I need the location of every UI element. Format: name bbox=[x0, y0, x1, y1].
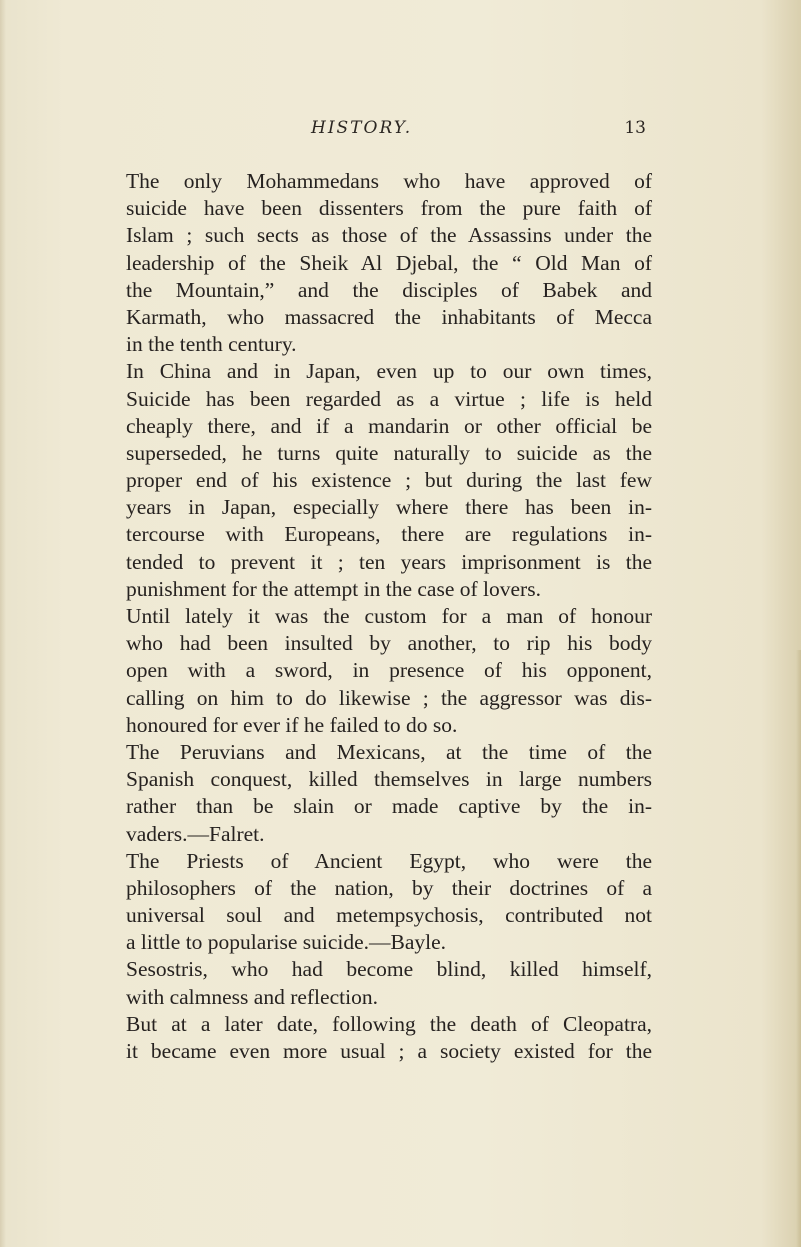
text-line: philosophers of the nation, by their doctrines of a bbox=[126, 875, 652, 900]
text-line: punishment for the attempt in the case of lovers. bbox=[126, 576, 541, 601]
text-line: the Mountain,” and the disciples of Babek and bbox=[126, 277, 652, 302]
text-line: with calmness and reflection. bbox=[126, 984, 378, 1009]
text-line: superseded, he turns quite naturally to suicide as the bbox=[126, 440, 652, 465]
text-line: who had been insulted by another, to rip his body bbox=[126, 631, 652, 656]
running-head-title: HISTORY. bbox=[311, 118, 413, 138]
body-text bbox=[126, 168, 652, 1065]
text-line: universal soul and metempsychosis, contributed not bbox=[126, 903, 652, 928]
text-line: rather than be slain or made captive by the in- bbox=[126, 794, 652, 819]
text-line: tercourse with Europeans, there are regulations in- bbox=[126, 522, 652, 547]
text-line: Sesostris, who had become blind, killed himself, bbox=[126, 957, 652, 982]
text-line: a little to popularise suicide.—Bayle. bbox=[126, 930, 447, 955]
text-line: The Peruvians and Mexicans, at the time of the bbox=[126, 739, 652, 764]
text-line: open with a sword, in presence of his opponent, bbox=[126, 658, 652, 683]
text-line: The Priests of Ancient Egypt, who were the bbox=[126, 848, 652, 873]
text-line: years in Japan, especially where there has been in- bbox=[126, 495, 652, 520]
text-line: cheaply there, and if a mandarin or other official be bbox=[126, 413, 652, 438]
page-number: 13 bbox=[624, 118, 646, 138]
text-line: But at a later date, following the death of Cleopatra, bbox=[126, 1011, 652, 1036]
text-line: in the tenth century. bbox=[126, 332, 297, 357]
page-edge bbox=[796, 650, 801, 1247]
text-line: In China and in Japan, even up to our own times, bbox=[126, 359, 652, 384]
text-line: suicide have been dissenters from the pure faith of bbox=[126, 196, 652, 221]
text-line: it became even more usual ; a society existed for the bbox=[126, 1039, 652, 1063]
text-line: Suicide has been regarded as a virtue ; life is held bbox=[126, 386, 652, 411]
text-line: tended to prevent it ; ten years imprisonment is the bbox=[126, 549, 652, 574]
text-line: Islam ; such sects as those of the Assassins under the bbox=[126, 223, 652, 248]
text-line: honoured for ever if he failed to do so. bbox=[126, 712, 458, 737]
text-line: The only Mohammedans who have approved of bbox=[126, 169, 652, 193]
page-gutter-shadow bbox=[0, 0, 6, 1247]
text-line: Spanish conquest, killed themselves in large numbers bbox=[126, 767, 652, 792]
running-head bbox=[126, 118, 646, 146]
text-line: leadership of the Sheik Al Djebal, the “ Old Man of bbox=[126, 250, 652, 275]
text-line: proper end of his existence ; but during the last few bbox=[126, 468, 652, 493]
text-line: Until lately it was the custom for a man of honour bbox=[126, 604, 652, 628]
text-line: Karmath, who massacred the inhabitants of Mecca bbox=[126, 304, 652, 329]
text-line: vaders.—Falret. bbox=[126, 821, 265, 846]
text-line: calling on him to do likewise ; the aggressor was dis- bbox=[126, 685, 652, 710]
